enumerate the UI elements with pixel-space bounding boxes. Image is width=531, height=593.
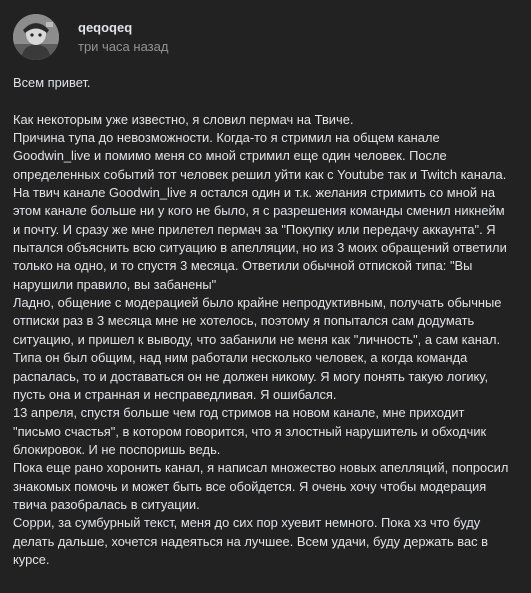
author-block <box>78 19 168 55</box>
post-text-line: Goodwin_live и помимо меня со мной стримил еще один человек. После <box>13 148 447 164</box>
post-text-line: твича разобралась в ситуации. <box>13 496 200 512</box>
avatar-image <box>13 14 59 60</box>
post-text-line: блокировок. И не поспоришь ведь. <box>13 441 221 457</box>
post-text-line: На твич канале Goodwin_live я остался один и т.к. желания стримить со мной на <box>13 185 495 201</box>
post-text-line: этом канале больше ни у кого не было, я с разрешения команды сменил никнейм <box>13 203 505 219</box>
post-text-line: ситуацию, и пришел к выводу, что забанили не меня как "личность", а сам канал. <box>13 331 501 347</box>
post-text-line: Всем привет. <box>13 75 91 90</box>
post-text-line: пытался объяснить всю ситуацию в апелляции, но из 3 моих обращений ответили <box>13 240 507 256</box>
post-text <box>13 74 518 569</box>
post-header <box>13 14 518 60</box>
post-text-line: и почту. И сразу же мне прилетел пермач за "Покупку или передачу аккаунта". Я <box>13 221 496 237</box>
author-name-link[interactable]: qeqoqeq <box>78 20 133 35</box>
post-text-line: курсе. <box>13 551 50 567</box>
post-text-line: 13 апреля, спустя больше чем год стримов на новом канале, мне приходит <box>13 405 465 421</box>
post-text-line: Причина тупа до невозможности. Когда-то я стримил на общем канале <box>13 130 440 146</box>
post-text-line: только на одно, и то спустя 3 месяца. Ответили обычной отпиской типа: "Вы <box>13 258 473 274</box>
post-text-line: Типа он был общим, над ним работали несколько человек, а когда команда <box>13 350 468 366</box>
post-time-link[interactable]: три часа назад <box>78 39 169 54</box>
post-text-line: Ладно, общение с модерацией было крайне непродуктивным, получать обычные <box>13 295 502 311</box>
post-text-line: нарушили правило, вы забанены" <box>13 276 217 292</box>
post-text-line: знакомых помочь и может быть все обойдется. Я очень хочу чтобы модерация <box>13 478 487 494</box>
post-text-line: Как некоторым уже известно, я словил пермач на Твиче. <box>13 111 354 127</box>
post-text-blank-line <box>13 92 518 110</box>
post-text-line: пусть она и странная и несправедливая. Я ошибался. <box>13 386 337 402</box>
post-text-line: отписки раз в 3 месяца мне не хотелось, поэтому я попытался сам додумать <box>13 313 475 329</box>
post-text-line: распалась, то и доставаться он не должен никому. Я могу понять такую логику, <box>13 368 489 384</box>
author-avatar[interactable] <box>13 14 59 60</box>
post-text-line: "письмо счастья", в котором говорится, что я злостный нарушитель и обходчик <box>13 423 487 439</box>
post-text-line: Пока еще рано хоронить канал, я написал множество новых апелляций, попросил <box>13 460 509 476</box>
post-text-line: Сорри, за сумбурный текст, меня до сих пор хуевит немного. Пока хз что буду <box>13 515 481 531</box>
post-text-line: делать дальше, хочется надеяться на лучшее. Всем удачи, буду держать вас в <box>13 533 489 549</box>
post-text-line: определенных событий тот человек решил уйти как с Youtube так и Twitch канала. <box>13 166 507 182</box>
